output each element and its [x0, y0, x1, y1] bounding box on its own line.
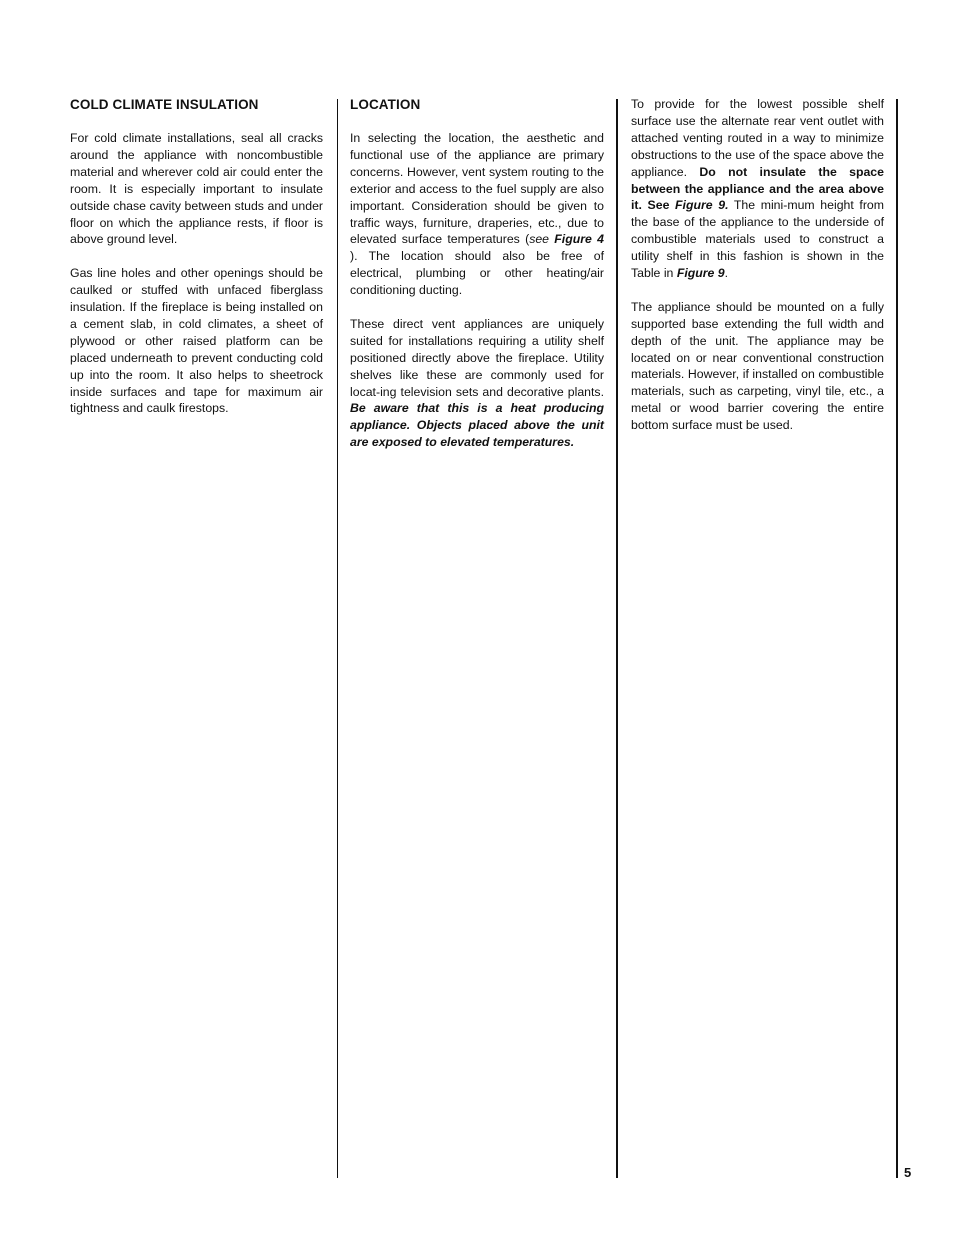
do-not-insulate-warning: Do not insulate the space between the appliance and the area above it. See	[631, 164, 884, 213]
paragraph-shelf	[631, 96, 884, 282]
figure-9-table-reference: Figure 9	[676, 266, 725, 281]
figure-4-reference: Figure 4	[554, 232, 604, 247]
page-number: 5	[904, 1165, 912, 1180]
column-shelf-and-mounting	[631, 96, 884, 451]
paragraph-location-1	[350, 130, 604, 299]
paragraph-shelf-text-mid: The mini-mum height from the base of the appliance to the underside of combustible materials used to construct a utility shelf in this fashion is shown in the Table in	[631, 198, 884, 281]
column-divider-left	[337, 99, 338, 1178]
column-location	[350, 96, 604, 468]
paragraph-location-2	[350, 316, 604, 451]
section-heading-location: LOCATION	[350, 97, 421, 112]
paragraph-cold-climate-1: For cold climate installations, seal all cracks around the appliance with noncombustible material and wherever cold air could enter the room. It is especially important to insulate outside chase cavity between studs and under floor on which the appliance rests, if floor is above ground level.	[70, 131, 323, 247]
section-heading-cold-climate: COLD CLIMATE INSULATION	[70, 97, 259, 112]
figure-9-reference: Figure 9.	[675, 198, 729, 213]
paragraph-cold-climate-2: Gas line holes and other openings should be caulked or stuffed with unfaced fiberglass insulation. If the fireplace is being installed on a cement slab, in cold climates, a sheet of plywood or other raised platform can be placed underneath to prevent conducting cold up into the room. It also helps to sheetrock inside surfaces and tape for maximum air tightness and caulk firestops.	[70, 266, 323, 416]
see-reference: see	[529, 232, 550, 247]
column-divider-middle	[616, 99, 618, 1178]
paragraph-location-1-text-end: ). The location should also be free of electrical, plumbing or other heating/air conditioning ducting.	[350, 249, 604, 298]
paragraph-shelf-end: .	[724, 266, 729, 281]
paragraph-location-1-text: In selecting the location, the aesthetic and functional use of the appliance are primary concerns. However, vent system routing to the exterior and access to the fuel supply are also important. Consideration should be given to traffic ways, furniture, draperies, etc., due to elevated surface temperatures (	[350, 131, 604, 247]
column-cold-climate-insulation	[70, 96, 323, 434]
paragraph-mounting: The appliance should be mounted on a fully supported base extending the full width and depth of the unit. The appliance may be located on or near conventional construction materials. However, if installed on combustible materials, such as carpeting, vinyl tile, etc., a metal or wood barrier covering the entire bottom surface must be used.	[631, 299, 884, 433]
column-divider-right	[896, 99, 898, 1178]
paragraph-location-2-text: These direct vent appliances are uniquely suited for installations requiring a utility shelf positioned directly above the fireplace. Utility shelves like these are commonly used for locat-ing television sets and decorative plants.	[350, 316, 604, 399]
paragraph-shelf-text: To provide for the lowest possible shelf surface use the alternate rear vent outlet with attached venting routed in a way to minimize obstructions to the use of the space above the appliance.	[631, 97, 884, 179]
heat-warning-text: Be aware that this is a heat producing appliance. Objects placed above the unit are exposed to elevated temperatures.	[350, 401, 604, 450]
